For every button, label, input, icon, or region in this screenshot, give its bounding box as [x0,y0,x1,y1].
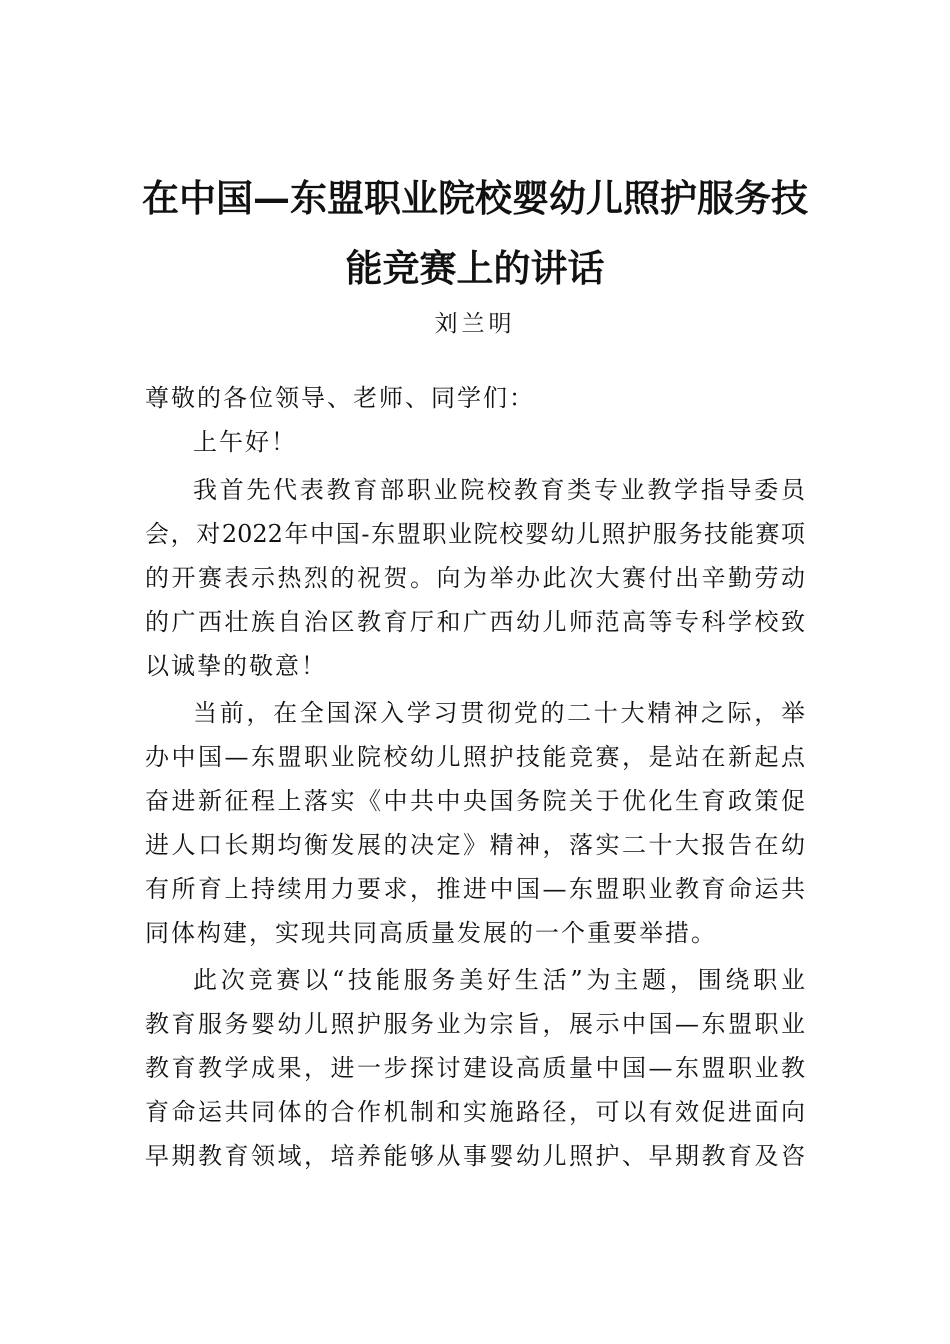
paragraph-3-line: 早期教育领域，培养能够从事婴幼儿照护、早期教育及咨 [145,1142,805,1170]
paragraph-3-line: 此次竞赛以“技能服务美好生活”为主题，围绕职业 [193,966,805,994]
paragraph-1-line: 的广西壮族自治区教育厅和广西幼儿师范高等专科学校致 [145,608,805,636]
paragraph-2-line: 同体构建，实现共同高质量发展的一个重要举措。 [145,919,717,947]
paragraph-2-line: 有所育上持续用力要求，推进中国—东盟职业教育命运共 [145,875,805,903]
paragraph-1-line: 的开赛表示热烈的祝贺。向为举办此次大赛付出辛勤劳动 [145,564,805,592]
paragraph-1-line: 我首先代表教育部职业院校教育类专业教学指导委员 [193,476,805,504]
paragraph-1-line: 以诚挚的敬意！ [145,652,327,680]
paragraph-3-line: 教育教学成果，进一步探讨建设高质量中国—东盟职业教 [145,1054,805,1082]
greeting: 上午好！ [193,428,297,456]
paragraph-2-line: 办中国—东盟职业院校幼儿照护技能竞赛，是站在新起点 [145,743,805,771]
author-name: 刘兰明 [434,311,516,337]
salutation: 尊敬的各位领导、老师、同学们： [145,384,535,412]
paragraph-1-line: 会，对2022年中国-东盟职业院校婴幼儿照护服务技能赛项 [145,520,805,548]
paragraph-2-line: 当前，在全国深入学习贯彻党的二十大精神之际，举 [193,699,805,727]
document-title-line-1: 在中国—东盟职业院校婴幼儿照护服务技 [142,176,808,220]
paragraph-2-line: 进人口长期均衡发展的决定》精神，落实二十大报告在幼 [145,831,805,859]
paragraph-3-line: 育命运共同体的合作机制和实施路径，可以有效促进面向 [145,1098,805,1126]
paragraph-2-line: 奋进新征程上落实《中共中央国务院关于优化生育政策促 [145,787,805,815]
paragraph-3-line: 教育服务婴幼儿照护服务业为宗旨，展示中国—东盟职业 [145,1010,805,1038]
document-title-line-2: 能竞赛上的讲话 [345,246,605,290]
